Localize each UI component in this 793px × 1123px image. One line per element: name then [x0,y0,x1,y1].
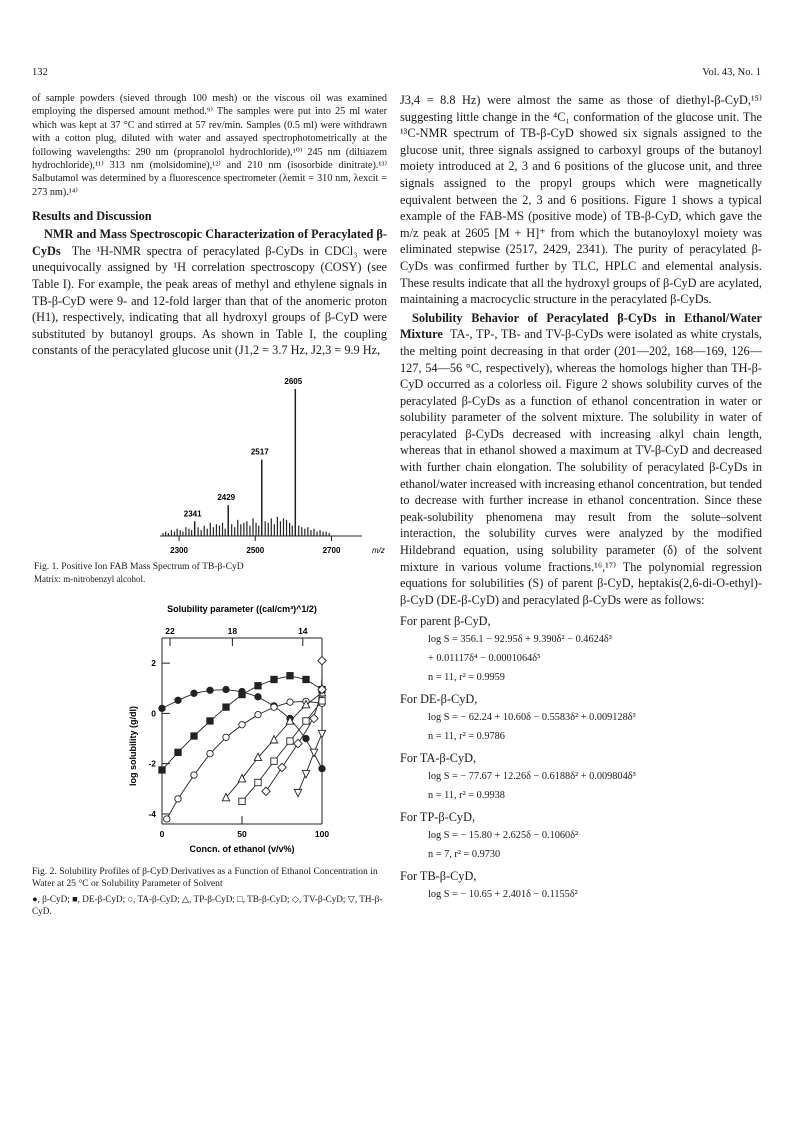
data-point [239,721,245,727]
equation-line: log S = − 62.24 + 10.60δ − 0.5583δ² + 0.009128δ³ [428,712,636,724]
data-point [287,699,293,705]
equation-line: log S = 356.1 − 92.95δ + 9.390δ² − 0.4624δ³ [428,634,612,646]
x-tick-label: 2700 [322,546,341,555]
y-tick-label: 2 [151,657,156,668]
data-point [294,739,302,747]
figure-2 [32,596,387,866]
series-circle-filled [159,686,325,772]
y-tick-label: -2 [148,758,156,769]
peak-label: 2341 [183,509,202,519]
equation-line: log S = − 15.80 + 2.625δ − 0.1060δ² [428,830,579,842]
nmr-paragraph-continued: J3,4 = 8.8 Hz) were almost the same as those of diethyl-β-CyD,¹⁵⁾ suggesting little change in the ⁴C₁ conformation of the glucose unit. The ¹³C-NMR spectrum of TB-β-CyD showed six signals assigned to the glucose unit, three signals assigned to carboxyl groups of the butanoyl moiety introduced at 2, 3 and 6 positions of the glucose unit, and three signals assigned to the propyl groups which were magnetically equivalent between the 2, 3 and 6 positions. Figure 1 shows a typical example of the FAB-MS (positive mode) of TB-β-CyD, which gave the m/z peak at 2605 [M + H]⁺ from which the butanoyloxyl moiety was eliminated stepwise (2517, 2429, 2341). The purity of peracylated β-CyDs was confirmed further by TLC, HPLC and elemental analysis. These results indicate that all the hydroxyl groups of β-CyD are acylated, maintaining a macrocyclic structure in the peracylated β-CyDs. [400,93,762,307]
data-point [294,789,301,796]
y-axis-label: log solubility (g/dl) [128,705,138,786]
right-column [400,92,762,903]
data-point [255,682,261,688]
data-point [287,738,293,744]
equation-stats: n = 11, r² = 0.9786 [428,731,505,743]
top-tick-label: 22 [165,625,175,636]
equation-line: + 0.01117δ⁴ − 0.0001064δ⁵ [428,653,541,665]
data-point [303,718,309,724]
equation-label: For DE-β-CyD, [400,692,478,707]
peak-label: 2517 [250,447,269,457]
data-point [207,718,213,724]
data-point [319,765,325,771]
top-tick-label: 14 [298,625,308,636]
equation-label: For TA-β-CyD, [400,751,477,766]
data-point [223,686,229,692]
y-tick-label: 0 [151,708,156,719]
data-point [303,676,309,682]
data-point [159,705,165,711]
data-point [175,749,181,755]
data-point [239,798,245,804]
data-point [223,704,229,710]
nmr-paragraph [32,226,387,359]
x-tick-label: 50 [237,828,247,839]
data-point [255,779,261,785]
x-axis-label: m/z [372,546,385,555]
y-tick-label: -4 [148,808,156,819]
solubility-chart [32,596,387,866]
section-heading: Results and Discussion [32,209,152,224]
data-point [303,735,309,741]
figure-1 [32,371,387,561]
data-point [271,676,277,682]
figure-1-caption: Fig. 1. Positive Ion FAB Mass Spectrum of TB-β-CyD [34,561,244,572]
data-point [164,816,170,822]
data-point [207,750,213,756]
figure-1-matrix: Matrix: m-nitrobenzyl alcohol. [34,574,146,585]
figure-2-caption: Fig. 2. Solubility Profiles of β-CyD Derivatives as a Function of Ethanol Concentration in Water at 25 °C or Solubility Parameter of Solvent [32,865,378,890]
data-point [262,787,270,795]
equation-label: For TB-β-CyD, [400,869,477,884]
data-point [223,734,229,740]
data-point [302,770,309,777]
data-point [191,690,197,696]
data-point [175,795,181,801]
equation-label: For TP-β-CyD, [400,810,476,825]
x-tick-label: 2300 [170,546,188,555]
top-tick-label: 18 [227,625,238,636]
data-point [310,749,317,756]
solubility-paragraph [400,310,762,609]
equation-line: log S = − 77.67 + 12.26δ − 0.6188δ² + 0.009804δ³ [428,771,636,783]
equation-stats: n = 7, r² = 0.9730 [428,849,501,861]
solubility-subheading: Solubility Behavior of Peracylated β-CyDs in Ethanol/Water Mixture [400,310,762,342]
data-point [175,697,181,703]
series-curve [242,701,322,802]
peak-label: 2429 [217,493,236,503]
regression-equations [400,613,762,903]
x-tick-label: 100 [314,828,330,839]
left-column [32,92,387,917]
peak-label: 2605 [284,377,303,386]
x-axis-label: Concn. of ethanol (v/v%) [189,843,295,854]
figure-2-legend: ●, β-CyD; ■, DE-β-CyD; ○, TA-β-CyD; △, TP-β-CyD; □, TB-β-CyD; ◇, TV-β-CyD; ▽, TH-β-CyD. [32,893,383,917]
data-point [278,763,286,771]
data-point [287,672,293,678]
equation-stats: n = 11, r² = 0.9959 [428,672,505,684]
x-tick-label: 2500 [246,546,265,555]
x-tick-label: 0 [159,828,165,839]
page-number: 132 [32,67,48,78]
nmr-subheading: NMR and Mass Spectroscopic Characterization of Peracylated β-CyDs [32,227,387,258]
equation-stats: n = 11, r² = 0.9938 [428,790,505,802]
data-point [318,656,326,664]
data-point [191,733,197,739]
solubility-text: TA-, TP-, TB- and TV-β-CyDs were isolated as white crystals, the melting point decreasing in that order (201—202, 168—169, 126—127, 54—56 °C, respectively), whereas the homologs higher than TH-β-CyD occurred as a colorless oil. Figure 2 shows solubility curves of the peracylated β-CyDs as a function of ethanol concentration in water or solubility parameter of the solvent mixture. The solubility in water of peracylated β-CyDs decreased with increasing alkyl chain length, whereas that in ethanol showed a maximum at TV-β-CyD and decreased with further chain elongation. The solubility of peracylated β-CyDs in ethanol/water increased with increasing ethanol concentration, but tended to decrease with further increase in ethanol concentration. Since these peak-solubility phenomena may result from the solute–solvent interaction, the solubility curves were analyzed by the modified Hildebrand equation, using solubility parameter (δ) of the solvent mixture in various volume fractions.¹⁶,¹⁷⁾ The polynomial regression equations for solubilities (S) of parent β-CyD, heptakis(2,6-di-O-ethyl)-β-CyD (DE-β-CyD) and peracylated β-CyDs were as follows: [400,327,762,607]
data-point [271,758,277,764]
equation-label: For parent β-CyD, [400,614,491,629]
data-point [159,767,165,773]
top-axis-label: Solubility parameter ((cal/cm³)^1/2) [167,603,317,614]
journal-volume: Vol. 43, No. 1 [702,67,761,78]
nmr-text: The ¹H-NMR spectra of peracylated β-CyDs in CDCl₃ were unequivocally assigned by ¹H correlation spectroscopy (COSY) (see Table I). For example, the peak areas of methyl and ethylene signals in TB-β-CyD were 9- and 12-fold larger than that of the anomeric proton (H1), respectively, indicating that all hydroxyl groups of β-CyD were substituted by butanoyl groups. As shown in Table I, the coupling constants of the peracylated glucose unit (J1,2 = 3.7 Hz, J2,3 = 9.9 Hz, [32,243,387,358]
data-point [191,772,197,778]
mass-spectrum-chart [32,371,387,561]
data-point [207,687,213,693]
methods-paragraph: of sample powders (sieved through 100 mesh) or the viscous oil was examined employing the dispersed amount method.⁹⁾ The samples were put into 25 ml water which was kept at 37 °C and stirred at 57 rev/min. Samples (0.5 ml) were withdrawn with a cotton plug, diluted with water and assayed spectrophotometrically at the following wavelengths: 290 nm (propranolol hydrochloride),¹⁰⁾ 245 nm (diltiazem hydrochloride),¹¹⁾ 313 nm (molsidomine),¹²⁾ and 210 nm (isosorbide dinitrate).¹³⁾ Salbutamol was determined by a fluorescence spectrometer (λemit = 310 nm, λexcit = 273 nm).¹⁴⁾ [32,93,387,198]
equation-line: log S = − 10.65 + 2.401δ − 0.1155δ² [428,889,578,901]
data-point [271,704,277,710]
data-point [255,711,261,717]
data-point [318,730,325,737]
data-point [255,693,261,699]
data-point [239,691,245,697]
